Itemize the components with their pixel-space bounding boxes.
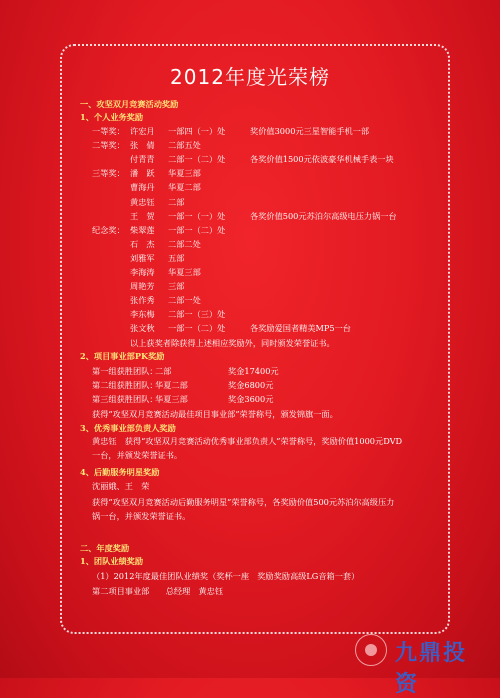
winner-department: 二部五处 bbox=[168, 140, 201, 151]
sub3-line2: 一台，并颁发荣誉证书。 bbox=[92, 450, 183, 460]
winner-name: 李东梅 bbox=[130, 309, 155, 320]
winner-name: 许宏月 bbox=[130, 126, 155, 136]
sub3-line1: 黄忠钰 获得“攻坚双月竞赛活动优秀事业部负责人”荣誉称号，奖励价值1000元DVD bbox=[92, 436, 403, 446]
winner-name: 付青青 bbox=[130, 154, 155, 165]
winner-department: 一部一（二）处 bbox=[168, 224, 226, 235]
team-group-label: 第一组获胜团队： bbox=[92, 366, 158, 376]
logo-text: 九鼎投资 bbox=[395, 641, 468, 697]
team-prize: 奖金6800元 bbox=[228, 380, 274, 390]
winner-department: 华夏二部 bbox=[168, 182, 201, 193]
winner-department: 二部一（三）处 bbox=[168, 309, 226, 320]
winner-department: 一部一（一）处 bbox=[168, 210, 226, 221]
section1-sub3-heading: 3、优秀事业部负责人奖励 bbox=[80, 423, 176, 433]
winner-name: 石 杰 bbox=[130, 238, 155, 249]
section1-sub2-heading: 2、项目事业部PK奖励 bbox=[80, 351, 165, 361]
section1-heading: 一、攻坚双月竞赛活动奖励 bbox=[80, 99, 179, 109]
team-group-label: 第三组获胜团队： bbox=[92, 394, 158, 404]
company-logo bbox=[355, 632, 490, 697]
winner-name: 曹海丹 bbox=[130, 182, 155, 193]
team-prize: 奖金3600元 bbox=[228, 394, 274, 404]
sub2-note: 获得“攻坚双月竞赛活动最佳项目事业部”荣誉称号，颁发锦旗一面。 bbox=[92, 409, 338, 419]
winning-team: 华夏三部 bbox=[155, 394, 188, 404]
award-prize: 奖价值3000元三星智能手机一部 bbox=[250, 126, 370, 136]
sub4-line1: 获得“攻坚双月竞赛活动后勤服务明星”荣誉称号，各奖励价值500元苏泊尔高级压力 bbox=[92, 497, 395, 507]
winner-name: 张作秀 bbox=[130, 295, 155, 306]
section1-sub1-heading: 1、个人业务奖励 bbox=[80, 112, 144, 122]
winner-name: 刘雅军 bbox=[130, 252, 155, 263]
winner-name: 张文秋 bbox=[130, 323, 155, 334]
sub1-note: 以上获奖者除获得上述相应奖励外，同时颁发荣誉证书。 bbox=[130, 338, 335, 348]
award-level-label: 纪念奖： bbox=[92, 224, 125, 235]
winner-department: 二部一（二）处 bbox=[168, 154, 226, 165]
winner-name: 潘 跃 bbox=[130, 168, 155, 179]
winner-name: 柴翠莲 bbox=[130, 224, 155, 235]
winning-team: 二部 bbox=[155, 366, 172, 376]
winner-department: 二部 bbox=[168, 196, 185, 207]
sub4-line2: 锅一台，并颁发荣誉证书。 bbox=[92, 511, 191, 521]
section2-sub1-heading: 1、团队业绩奖励 bbox=[80, 556, 144, 566]
winner-department: 二部一处 bbox=[168, 295, 201, 306]
winner-department: 华夏三部 bbox=[168, 267, 201, 277]
award-prize: 各奖价值500元苏泊尔高级电压力锅一台 bbox=[250, 210, 397, 221]
winner-department: 二部二处 bbox=[168, 238, 201, 249]
section2-sub1-line2: 第二项目事业部 总经理 黄忠钰 bbox=[92, 586, 224, 596]
winner-department: 三部 bbox=[168, 281, 185, 292]
award-level-label: 三等奖： bbox=[92, 168, 125, 179]
winner-name: 李海涛 bbox=[130, 267, 155, 277]
team-group-label: 第二组获胜团队： bbox=[92, 380, 158, 390]
award-prize: 各奖价值1500元依波豪华机械手表一块 bbox=[250, 154, 394, 165]
team-prize: 奖金17400元 bbox=[228, 366, 279, 376]
winner-department: 五部 bbox=[168, 252, 185, 263]
sub4-names: 沈丽娥、王 荣 bbox=[92, 481, 150, 491]
logo-seal-icon bbox=[355, 634, 387, 666]
winner-name: 王 贺 bbox=[130, 210, 155, 221]
winner-department: 华夏三部 bbox=[168, 168, 201, 179]
award-level-label: 一等奖： bbox=[92, 126, 125, 136]
award-level-label: 二等奖： bbox=[92, 140, 125, 151]
section2-sub1-line1: （1）2012年度最佳团队业绩奖（奖杯一座 奖励奖励高级LG音箱一套） bbox=[92, 571, 360, 581]
winning-team: 华夏二部 bbox=[155, 380, 188, 390]
winner-department: 一部四（一）处 bbox=[168, 126, 226, 136]
section2-heading: 二、年度奖励 bbox=[80, 543, 130, 553]
winner-name: 张 倩 bbox=[130, 140, 155, 151]
section1-sub4-heading: 4、后勤服务明星奖励 bbox=[80, 467, 160, 477]
award-prize: 各奖励爱国者精美MP5一台 bbox=[250, 323, 351, 334]
winner-name: 周艳芳 bbox=[130, 281, 155, 292]
page-title: 2012年度光荣榜 bbox=[170, 65, 330, 89]
winner-department: 一部一（二）处 bbox=[168, 323, 226, 334]
winner-name: 黄忠钰 bbox=[130, 196, 155, 207]
